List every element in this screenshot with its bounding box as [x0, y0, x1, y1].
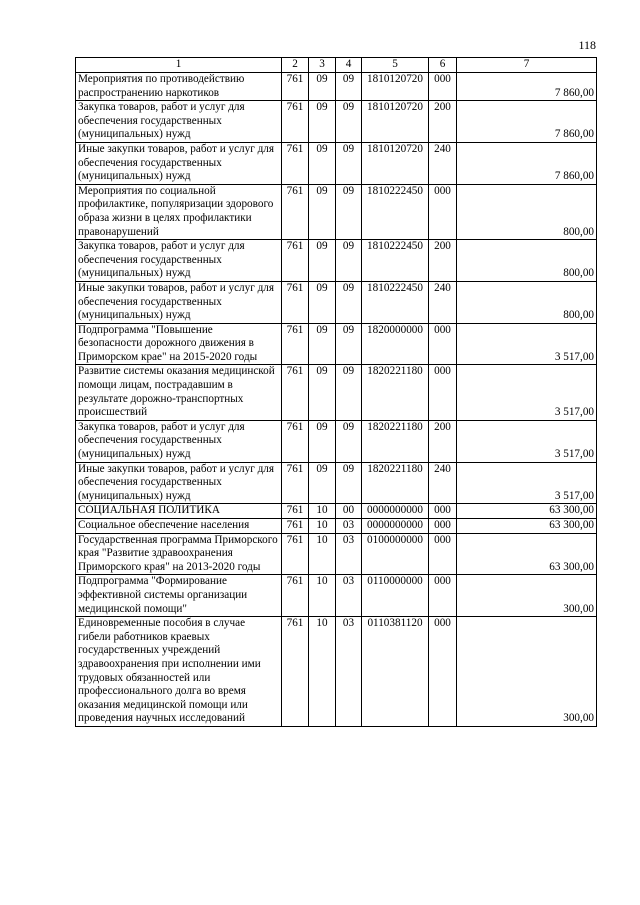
row-sum: 7 860,00	[457, 101, 597, 143]
row-code-col6: 240	[429, 142, 457, 184]
row-code-col6: 000	[429, 365, 457, 420]
row-name: Иные закупки товаров, работ и услуг для обеспечения государственных (муниципальных) нужд	[76, 142, 282, 184]
row-name: Государственная программа Приморского края "Развитие здравоохранения Приморского края" на 2013-2020 годы	[76, 533, 282, 575]
row-code-col5: 1820221180	[362, 462, 429, 504]
row-code-col5: 1810120720	[362, 142, 429, 184]
row-name: Иные закупки товаров, работ и услуг для обеспечения государственных (муниципальных) нужд	[76, 281, 282, 323]
row-sum: 800,00	[457, 184, 597, 239]
row-code-col4: 03	[336, 519, 362, 534]
row-code-col4: 09	[336, 184, 362, 239]
row-code-col4: 09	[336, 462, 362, 504]
row-sum: 3 517,00	[457, 462, 597, 504]
table-row	[76, 240, 597, 282]
row-sum: 3 517,00	[457, 323, 597, 365]
column-header: 4	[336, 58, 362, 73]
row-code-col2: 761	[282, 184, 309, 239]
table-row	[76, 365, 597, 420]
table-row	[76, 184, 597, 239]
row-name: Единовременные пособия в случае гибели работников краевых государственных учреждений здравоохранения при исполнении ими трудовых обязанностей или профессионального долга во время оказания медицинской помощи или проведения научных исследований	[76, 617, 282, 727]
row-sum: 7 860,00	[457, 142, 597, 184]
row-code-col2: 761	[282, 462, 309, 504]
row-name: Мероприятия по социальной профилактике, популяризации здорового образа жизни в целях профилактики правонарушений	[76, 184, 282, 239]
column-header: 6	[429, 58, 457, 73]
row-code-col6: 200	[429, 240, 457, 282]
row-code-col5: 0000000000	[362, 504, 429, 519]
row-code-col5: 0110381120	[362, 617, 429, 727]
row-code-col5: 1810222450	[362, 184, 429, 239]
row-code-col4: 09	[336, 142, 362, 184]
row-code-col3: 09	[309, 184, 336, 239]
row-code-col4: 09	[336, 240, 362, 282]
row-sum: 3 517,00	[457, 365, 597, 420]
row-code-col6: 200	[429, 101, 457, 143]
row-code-col6: 000	[429, 533, 457, 575]
row-code-col2: 761	[282, 323, 309, 365]
row-code-col2: 761	[282, 533, 309, 575]
row-code-col3: 10	[309, 533, 336, 575]
row-code-col2: 761	[282, 617, 309, 727]
row-code-col6: 200	[429, 420, 457, 462]
row-code-col4: 09	[336, 281, 362, 323]
row-code-col3: 10	[309, 504, 336, 519]
row-code-col2: 761	[282, 575, 309, 617]
row-code-col4: 00	[336, 504, 362, 519]
row-code-col4: 09	[336, 323, 362, 365]
row-code-col6: 000	[429, 617, 457, 727]
row-code-col3: 09	[309, 323, 336, 365]
row-code-col4: 09	[336, 420, 362, 462]
row-code-col2: 761	[282, 101, 309, 143]
row-code-col4: 09	[336, 365, 362, 420]
table-row	[76, 575, 597, 617]
row-name: Развитие системы оказания медицинской помощи лицам, пострадавшим в результате дорожно-транспортных происшествий	[76, 365, 282, 420]
row-code-col2: 761	[282, 365, 309, 420]
row-sum: 63 300,00	[457, 533, 597, 575]
row-code-col4: 03	[336, 533, 362, 575]
row-name: СОЦИАЛЬНАЯ ПОЛИТИКА	[76, 504, 282, 519]
row-code-col6: 000	[429, 73, 457, 101]
row-code-col6: 000	[429, 519, 457, 534]
column-header: 1	[76, 58, 282, 73]
row-code-col5: 1820221180	[362, 420, 429, 462]
row-code-col5: 0000000000	[362, 519, 429, 534]
row-sum: 300,00	[457, 575, 597, 617]
row-sum: 800,00	[457, 240, 597, 282]
row-sum: 63 300,00	[457, 519, 597, 534]
row-code-col6: 000	[429, 184, 457, 239]
row-name: Подпрограмма "Формирование эффективной системы организации медицинской помощи"	[76, 575, 282, 617]
column-header: 5	[362, 58, 429, 73]
table-row	[76, 504, 597, 519]
row-code-col2: 761	[282, 519, 309, 534]
row-sum: 7 860,00	[457, 73, 597, 101]
column-header: 2	[282, 58, 309, 73]
header-row	[76, 58, 597, 73]
row-code-col5: 1810120720	[362, 73, 429, 101]
row-code-col3: 09	[309, 281, 336, 323]
row-code-col3: 09	[309, 73, 336, 101]
table-row	[76, 617, 597, 727]
table-row	[76, 420, 597, 462]
table-row	[76, 519, 597, 534]
row-code-col5: 1810120720	[362, 101, 429, 143]
column-header: 3	[309, 58, 336, 73]
row-code-col3: 09	[309, 420, 336, 462]
column-header: 7	[457, 58, 597, 73]
row-code-col4: 09	[336, 73, 362, 101]
row-code-col2: 761	[282, 420, 309, 462]
row-code-col3: 09	[309, 462, 336, 504]
table-row	[76, 73, 597, 101]
row-sum: 63 300,00	[457, 504, 597, 519]
table-row	[76, 533, 597, 575]
row-sum: 300,00	[457, 617, 597, 727]
row-name: Мероприятия по противодействию распространению наркотиков	[76, 73, 282, 101]
row-code-col3: 09	[309, 101, 336, 143]
row-code-col3: 09	[309, 365, 336, 420]
row-code-col4: 09	[336, 101, 362, 143]
row-code-col6: 240	[429, 462, 457, 504]
row-name: Подпрограмма "Повышение безопасности дорожного движения в Приморском крае" на 2015-2020 годы	[76, 323, 282, 365]
row-code-col6: 000	[429, 504, 457, 519]
row-code-col3: 10	[309, 617, 336, 727]
row-code-col6: 000	[429, 575, 457, 617]
row-name: Социальное обеспечение населения	[76, 519, 282, 534]
row-code-col2: 761	[282, 240, 309, 282]
row-name: Иные закупки товаров, работ и услуг для обеспечения государственных (муниципальных) нужд	[76, 462, 282, 504]
row-code-col2: 761	[282, 142, 309, 184]
row-code-col3: 10	[309, 575, 336, 617]
row-code-col3: 09	[309, 142, 336, 184]
table-row	[76, 281, 597, 323]
row-code-col6: 000	[429, 323, 457, 365]
row-code-col5: 1820000000	[362, 323, 429, 365]
table-row	[76, 142, 597, 184]
table-row	[76, 323, 597, 365]
row-code-col3: 09	[309, 240, 336, 282]
budget-table	[75, 57, 597, 727]
row-code-col4: 03	[336, 617, 362, 727]
row-code-col5: 0110000000	[362, 575, 429, 617]
page-number: 118	[578, 38, 596, 52]
row-name: Закупка товаров, работ и услуг для обеспечения государственных (муниципальных) нужд	[76, 420, 282, 462]
table-row	[76, 462, 597, 504]
row-code-col2: 761	[282, 504, 309, 519]
row-code-col5: 1810222450	[362, 240, 429, 282]
row-name: Закупка товаров, работ и услуг для обеспечения государственных (муниципальных) нужд	[76, 240, 282, 282]
table-row	[76, 101, 597, 143]
row-code-col2: 761	[282, 281, 309, 323]
row-code-col4: 03	[336, 575, 362, 617]
row-code-col2: 761	[282, 73, 309, 101]
row-sum: 800,00	[457, 281, 597, 323]
row-code-col6: 240	[429, 281, 457, 323]
row-code-col5: 1820221180	[362, 365, 429, 420]
row-code-col5: 1810222450	[362, 281, 429, 323]
row-name: Закупка товаров, работ и услуг для обеспечения государственных (муниципальных) нужд	[76, 101, 282, 143]
row-code-col3: 10	[309, 519, 336, 534]
row-code-col5: 0100000000	[362, 533, 429, 575]
row-sum: 3 517,00	[457, 420, 597, 462]
